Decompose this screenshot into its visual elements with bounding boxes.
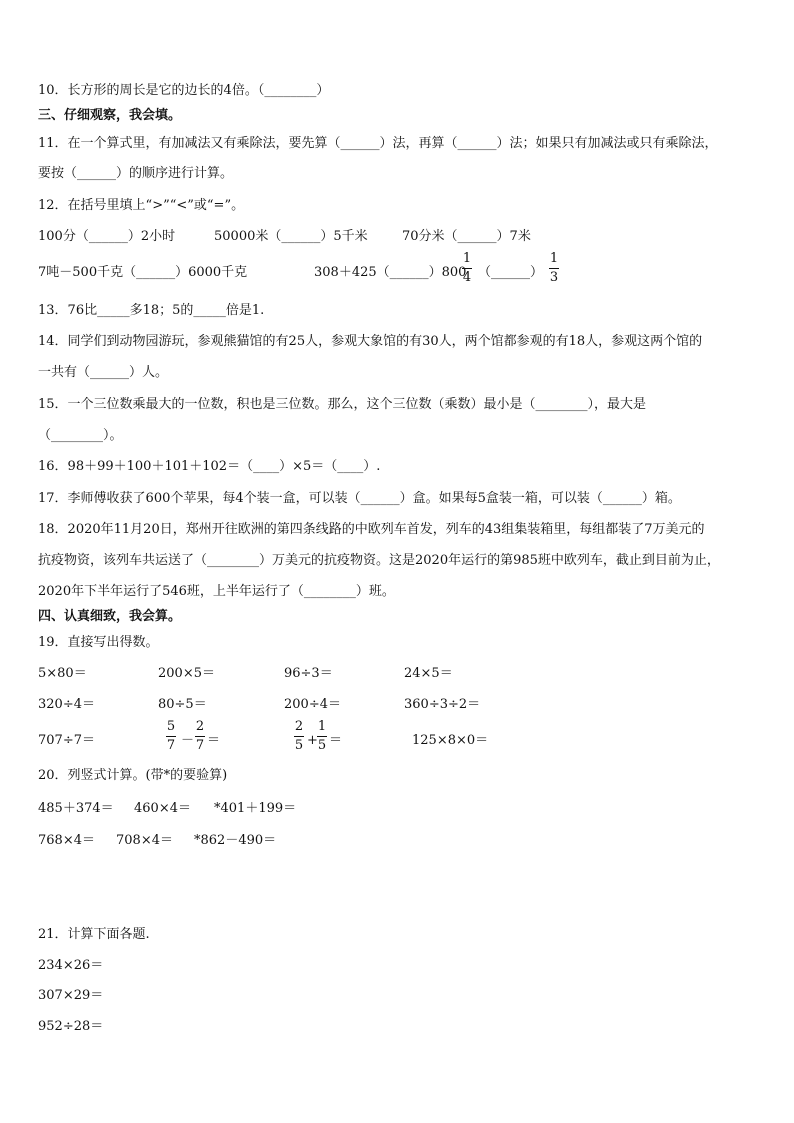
q19-item: 200×5＝ bbox=[158, 666, 215, 681]
question-16: 16．98＋99＋100＋101＋102＝（____）×5＝（____）. bbox=[38, 459, 381, 474]
section-4-heading: 四、认真细致，我会算。 bbox=[38, 609, 182, 624]
question-11-line-1: 11．在一个算式里，有加减法又有乘除法，要先算（______）法，再算（______）法；如果只有加减法或只有乘除法， bbox=[38, 136, 718, 151]
question-20: 20．列竖式计算。(带*的要验算) bbox=[38, 768, 228, 783]
equals: ＝ bbox=[329, 733, 343, 748]
fraction-bar bbox=[317, 736, 327, 737]
numerator: 1 bbox=[549, 251, 559, 266]
q19-fraction-expr-2-b bbox=[317, 720, 327, 753]
question-17: 17．李师傅收获了600个苹果，每4个装一盒，可以装（______）盒。如果每5盒装一箱，可以装（______）箱。 bbox=[38, 491, 681, 506]
q12-fraction-right bbox=[549, 252, 559, 285]
q20-item: 768×4＝ bbox=[38, 833, 95, 848]
operator: + bbox=[307, 733, 318, 748]
numerator: 2 bbox=[294, 719, 304, 734]
denominator: 7 bbox=[166, 738, 176, 753]
q21-item: 952÷28＝ bbox=[38, 1019, 104, 1034]
q12-fraction-left bbox=[462, 252, 472, 285]
q19-item: 125×8×0＝ bbox=[412, 733, 489, 748]
question-15-line-2: （________）。 bbox=[38, 428, 123, 443]
fraction-bar bbox=[195, 736, 205, 737]
question-21: 21．计算下面各题. bbox=[38, 927, 150, 942]
q20-item: 708×4＝ bbox=[116, 833, 173, 848]
section-3-heading: 三、仔细观察，我会填。 bbox=[38, 108, 182, 123]
q12-item-2: 50000米（______）5千米 bbox=[214, 229, 368, 244]
denominator: 5 bbox=[294, 738, 304, 753]
q19-fraction-expr-2-a bbox=[294, 720, 304, 753]
q20-item: *862－490＝ bbox=[194, 833, 277, 848]
q21-item: 234×26＝ bbox=[38, 958, 104, 973]
q12-item-5: 308＋425（______）800 bbox=[314, 265, 467, 280]
q19-item: 5×80＝ bbox=[38, 666, 87, 681]
q19-fraction-expr-1-a bbox=[166, 720, 176, 753]
question-14-line-1: 14．同学们到动物园游玩，参观熊猫馆的有25人，参观大象馆的有30人，两个馆都参观的有18人，参观这两个馆的 bbox=[38, 334, 703, 349]
q19-fraction-expr-1-b bbox=[195, 720, 205, 753]
q12-item-1: 100分（______）2小时 bbox=[38, 229, 176, 244]
question-10: 10．长方形的周长是它的边长的4倍。（________） bbox=[38, 83, 330, 98]
q20-item: 460×4＝ bbox=[134, 801, 191, 816]
q20-item: *401＋199＝ bbox=[214, 801, 297, 816]
q12-item-4: 7吨－500千克（______）6000千克 bbox=[38, 265, 248, 280]
denominator: 4 bbox=[462, 270, 472, 285]
denominator: 5 bbox=[317, 738, 327, 753]
q12-fraction-blank: （______） bbox=[478, 265, 544, 280]
question-18-line-3: 2020年下半年运行了546班，上半年运行了（________）班。 bbox=[38, 584, 395, 599]
numerator: 2 bbox=[195, 719, 205, 734]
operator: － bbox=[181, 733, 195, 748]
question-18-line-1: 18．2020年11月20日，郑州开往欧洲的第四条线路的中欧列车首发，列车的43组集装箱里，每组都装了7万美元的 bbox=[38, 522, 705, 537]
numerator: 5 bbox=[166, 719, 176, 734]
question-12: 12．在括号里填上“>”“<”或“=”。 bbox=[38, 198, 245, 213]
fraction-bar bbox=[166, 736, 176, 737]
q19-item: 360÷3÷2＝ bbox=[404, 697, 481, 712]
q19-item: 320÷4＝ bbox=[38, 697, 95, 712]
q19-item: 707÷7＝ bbox=[38, 733, 95, 748]
question-19: 19．直接写出得数。 bbox=[38, 635, 159, 650]
q19-item: 24×5＝ bbox=[404, 666, 453, 681]
denominator: 7 bbox=[195, 738, 205, 753]
equals: ＝ bbox=[207, 733, 221, 748]
q19-item: 80÷5＝ bbox=[158, 697, 207, 712]
q20-item: 485＋374＝ bbox=[38, 801, 114, 816]
q12-item-3: 70分米（______）7米 bbox=[402, 229, 531, 244]
q19-item: 200÷4＝ bbox=[284, 697, 341, 712]
q21-item: 307×29＝ bbox=[38, 988, 104, 1003]
question-11-line-2: 要按（______）的顺序进行计算。 bbox=[38, 166, 234, 181]
fraction-bar bbox=[462, 268, 472, 269]
q19-item: 96÷3＝ bbox=[284, 666, 333, 681]
denominator: 3 bbox=[549, 270, 559, 285]
question-13: 13．76比_____多18；5的_____倍是1. bbox=[38, 303, 265, 318]
question-18-line-2: 抗疫物资，该列车共运送了（________）万美元的抗疫物资。这是2020年运行的第985班中欧列车，截止到目前为止， bbox=[38, 553, 720, 568]
question-15-line-1: 15．一个三位数乘最大的一位数，积也是三位数。那么，这个三位数（乘数）最小是（________），最大是 bbox=[38, 397, 647, 412]
fraction-bar bbox=[294, 736, 304, 737]
question-14-line-2: 一共有（______）人。 bbox=[38, 365, 169, 380]
fraction-bar bbox=[549, 268, 559, 269]
numerator: 1 bbox=[317, 719, 327, 734]
numerator: 1 bbox=[462, 251, 472, 266]
